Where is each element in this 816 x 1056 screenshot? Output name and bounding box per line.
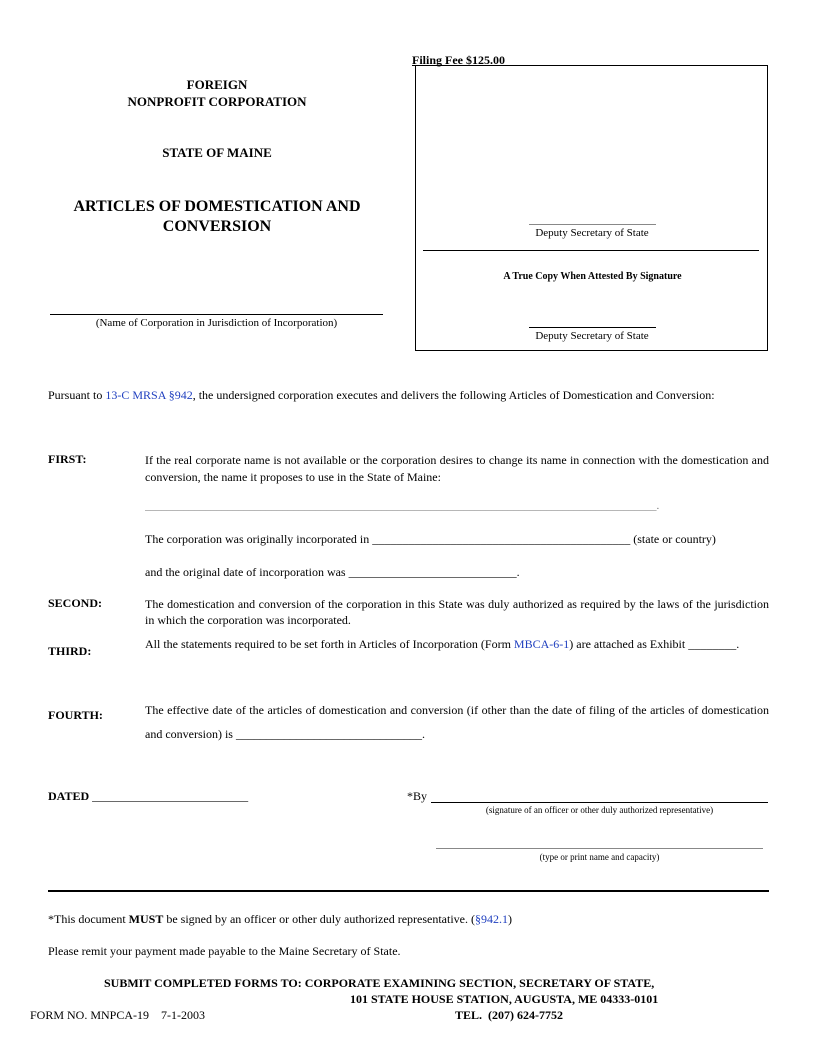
deputy-signature-line-2	[529, 327, 656, 328]
incorporated-in-line[interactable]: The corporation was originally incorporated in ___________________________________________ (state or country)	[145, 532, 716, 546]
third-post: ) are attached as Exhibit ________.	[569, 637, 740, 651]
statute-942-1-link[interactable]: §942.1	[475, 912, 508, 926]
second-label: SECOND:	[48, 596, 103, 610]
footer-divider	[48, 890, 769, 892]
remit-note: Please remit your payment made payable to the Maine Secretary of State.	[48, 944, 401, 958]
proposed-name-blank[interactable]: _____________________________________________________________________________________________.	[145, 500, 660, 512]
note-mid: be signed by an officer or other duly authorized representative. (	[163, 912, 475, 926]
deputy-caption-1: Deputy Secretary of State	[535, 227, 649, 239]
corporation-name-caption: (Name of Corporation in Jurisdiction of Incorporation)	[95, 317, 338, 329]
telephone: TEL. (207) 624-7752	[455, 1008, 563, 1022]
intro-post: , the undersigned corporation executes and delivers the following Articles of Domestication and Conversion:	[192, 388, 715, 402]
articles-title-line2: CONVERSION	[162, 218, 272, 235]
fourth-label: FOURTH:	[48, 708, 103, 722]
submit-line-2: 101 STATE HOUSE STATION, AUGUSTA, ME 04333-0101	[350, 992, 659, 1006]
title-nonprofit: NONPROFIT CORPORATION	[127, 94, 307, 109]
filing-fee: Filing Fee $125.00	[412, 53, 505, 67]
state-title: STATE OF MAINE	[162, 145, 272, 160]
intro-paragraph	[48, 387, 769, 404]
note-must: MUST	[128, 912, 164, 926]
note-pre: *This document	[48, 912, 129, 926]
dated-field[interactable]	[48, 789, 248, 804]
signature-note	[48, 912, 512, 927]
filing-box	[415, 65, 768, 351]
true-copy-text: A True Copy When Attested By Signature	[503, 271, 682, 282]
original-date-line[interactable]: and the original date of incorporation was ____________________________.	[145, 565, 520, 579]
first-text: If the real corporate name is not available or the corporation desires to change its name in connection with the domestication and conversion, the name it proposes to use in the State of Maine:	[145, 453, 769, 484]
form-type-title	[50, 76, 384, 110]
dated-label: DATED	[48, 789, 90, 803]
print-name-line[interactable]	[436, 848, 763, 849]
dated-blank[interactable]: __________________________	[92, 789, 249, 803]
fourth-text[interactable]: The effective date of the articles of domestication and conversion (if other than the date of filing of the articles of domestication and conversion) is _______________________________.	[145, 703, 769, 741]
mbca-6-1-link[interactable]: MBCA-6-1	[513, 637, 570, 651]
signature-line[interactable]	[431, 802, 768, 803]
intro-pre: Pursuant to	[48, 388, 106, 402]
signature-caption: (signature of an officer or other duly authorized representative)	[485, 805, 714, 815]
corporation-name-line[interactable]	[50, 314, 383, 315]
by-label: *By	[407, 789, 428, 803]
note-post: )	[508, 912, 512, 926]
deputy-caption-2: Deputy Secretary of State	[535, 330, 649, 342]
form-number: FORM NO. MNPCA-19 7-1-2003	[30, 1008, 206, 1022]
submit-line-1: SUBMIT COMPLETED FORMS TO: CORPORATE EXAMINING SECTION, SECRETARY OF STATE,	[104, 976, 655, 990]
second-text: The domestication and conversion of the corporation in this State was duly authorized as required by the laws of the jurisdiction in which the corporation was incorporated.	[145, 597, 769, 627]
third-pre: All the statements required to be set forth in Articles of Incorporation (Form	[145, 637, 514, 651]
articles-title-line1: ARTICLES OF DOMESTICATION AND	[73, 198, 361, 215]
deputy-signature-line-1	[529, 224, 656, 225]
first-label: FIRST:	[48, 452, 87, 466]
articles-title	[50, 197, 384, 237]
print-name-caption: (type or print name and capacity)	[539, 852, 660, 862]
title-foreign: FOREIGN	[186, 77, 248, 92]
statute-942-link[interactable]: 13-C MRSA §942	[105, 388, 193, 402]
third-text	[145, 634, 769, 655]
third-label: THIRD:	[48, 644, 92, 658]
filing-box-divider	[423, 250, 759, 251]
